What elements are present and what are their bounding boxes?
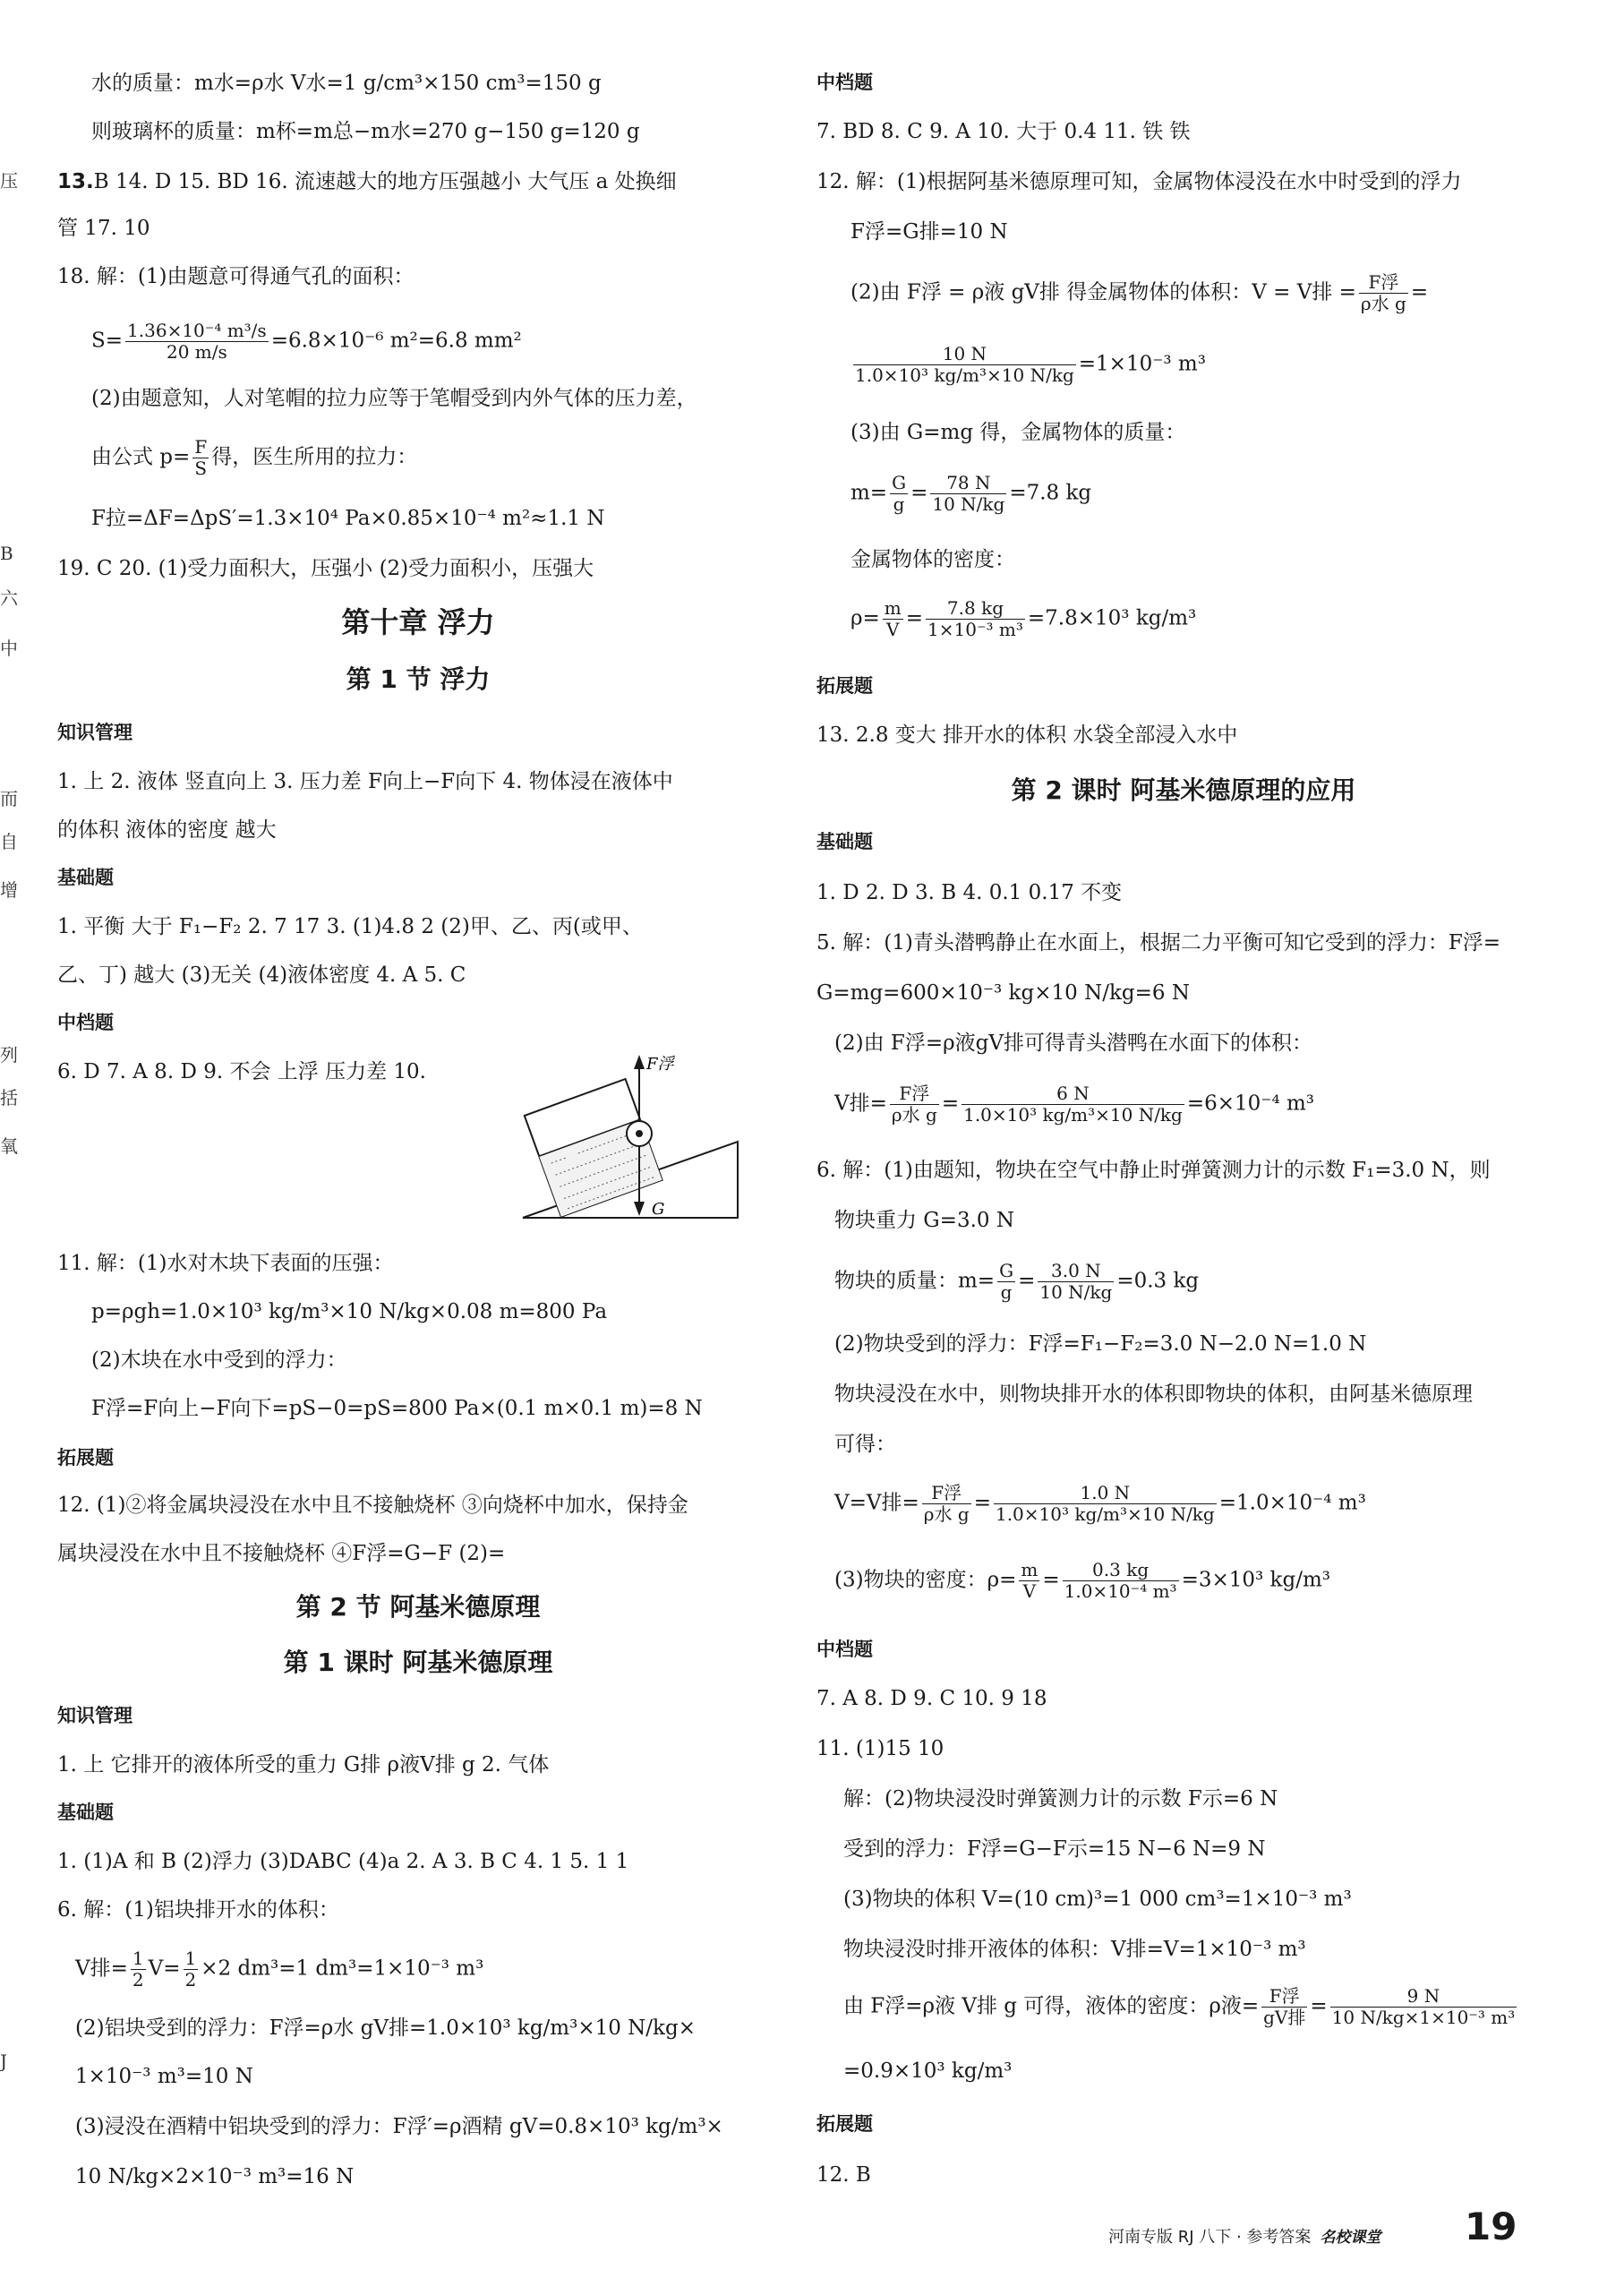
fraction: $\frac{10 N}{\text{1.0×10³ kg/m³×10 N/kg}}$	[855, 343, 1074, 386]
answer-line: 12. 解：(1)根据阿基米德原理可知，金属物体浸没在水中时受到的浮力	[816, 170, 1462, 193]
section-heading: 知识管理	[57, 722, 132, 743]
edge-char: 氧	[0, 1135, 18, 1157]
page-number: 19	[1465, 2205, 1517, 2248]
edge-char: 压	[0, 170, 18, 192]
edge-char: 六	[0, 587, 18, 609]
fraction: $\frac{3.0 N}{10 N/kg}$	[1039, 1260, 1113, 1303]
lesson-title: 第 2 课时 阿基米德原理的应用	[1011, 775, 1356, 805]
formula-line: (2)由 F浮 = ρ液 gV排 得金属物体的体积：V = V排 = $\frac{\text{F浮}}{\text{ρ水 g}}$ =	[850, 271, 1429, 314]
answer-line: 解：(2)物块浸没时弹簧测力计的示数 F示=6 N	[843, 1787, 1278, 1811]
answer-line: 1. 上 它排开的液体所受的重力 G排 ρ液V排 g 2. 气体	[57, 1753, 550, 1777]
formula-line: 物块的质量：m= $\frac{G}{g}$ = $\frac{3.0 N}{10 N/kg}$ =0.3 kg	[834, 1260, 1200, 1303]
buoyancy-force-diagram	[514, 1048, 747, 1236]
answer-line: 属块浸没在水中且不接触烧杯 ④F浮=G−F (2)=	[57, 1542, 506, 1565]
answer-line: 物块重力 G=3.0 N	[834, 1209, 1014, 1232]
answer-line: F拉=ΔF=ΔpS′=1.3×10⁴ Pa×0.85×10⁻⁴ m²≈1.1 N	[91, 507, 605, 530]
answer-line: 物块浸没在水中，则物块排开水的体积即物块的体积，由阿基米德原理	[834, 1383, 1473, 1406]
edge-char: 自	[0, 831, 18, 852]
fraction: $\frac{\text{F浮}}{\text{ρ水 g}}$	[1360, 271, 1406, 314]
answer-line: 1×10⁻³ m³=10 N	[75, 2065, 253, 2088]
section-heading: 基础题	[57, 1802, 114, 1823]
formula-line: $\frac{10 N}{\text{1.0×10³ kg/m³×10 N/kg}}$ =1×10⁻³ m³	[855, 343, 1206, 386]
answer-line: 13. 2.8 变大 排开水的体积 水袋全部浸入水中	[816, 723, 1238, 747]
section-heading: 基础题	[816, 831, 873, 852]
section-title: 第 2 节 阿基米德原理	[295, 1592, 541, 1622]
answer-line: 5. 解：(1)青头潜鸭静止在水面上，根据二力平衡可知它受到的浮力：F浮=	[816, 931, 1501, 955]
fraction: $\frac{0.3 kg}{\text{1.0×10⁻⁴ m³}}$	[1064, 1559, 1177, 1602]
answer-line: (2)由题意知，人对笔帽的拉力应等于笔帽受到内外气体的压力差，	[91, 387, 697, 410]
answer-line: 水的质量：m水=ρ水 V水=1 g/cm³×150 cm³=150 g	[91, 72, 602, 95]
answer-line: 1. 平衡 大于 F₁−F₂ 2. 7 17 3. (1)4.8 2 (2)甲、乙、丙(或甲、	[57, 915, 643, 938]
answer-line: 1. (1)A 和 B (2)浮力 (3)DABC (4)a 2. A 3. B C 4. 1 5. 1 1	[57, 1850, 629, 1873]
edge-char: 括	[0, 1087, 18, 1109]
fraction: $\frac{\text{F浮}}{\text{ρ水 g}}$	[923, 1482, 970, 1525]
formula-line: 由 F浮=ρ液 V排 g 可得，液体的密度：ρ液= $\frac{\text{F浮}}{\text{gV排}}$ = $\frac{9 N}{\text{10 N/kg×1×10⁻³ m³}}$	[843, 1985, 1516, 2028]
answer-line: =0.9×10³ kg/m³	[843, 2059, 1013, 2083]
answer-line: 6. 解：(1)铝块排开水的体积：	[57, 1898, 339, 1922]
answer-line: 1. 上 2. 液体 竖直向上 3. 压力差 F向上−F向下 4. 物体浸在液体中	[57, 770, 673, 793]
answer-line: 10 N/kg×2×10⁻³ m³=16 N	[75, 2165, 355, 2188]
edge-char: 中	[0, 638, 18, 659]
formula-line: 由公式 p= $\frac{F}{S}$ 得，医生所用的拉力：	[91, 436, 418, 479]
page-footer	[1108, 2224, 1380, 2247]
answer-line: 13.B 14. D 15. BD 16. 流速越大的地方压强越小 大气压 a 处换细	[57, 170, 677, 193]
answer-line: 11. (1)15 10	[816, 1737, 944, 1760]
fraction: $\frac{9 N}{\text{10 N/kg×1×10⁻³ m³}}$	[1331, 1985, 1516, 2028]
fraction: $\frac{7.8 kg}{\text{1×10⁻³ m³}}$	[927, 597, 1023, 640]
answer-line: 物块浸没时排开液体的体积：V排=V=1×10⁻³ m³	[843, 1938, 1306, 1961]
fraction: $\frac{1.0 N}{\text{1.0×10³ kg/m³×10 N/kg}}$	[995, 1482, 1215, 1525]
formula-line: (3)物块的密度：ρ= $\frac{m}{V}$ = $\frac{0.3 kg}{\text{1.0×10⁻⁴ m³}}$ =3×10³ kg/m³	[834, 1559, 1330, 1602]
section-heading: 拓展题	[57, 1447, 114, 1468]
formula-line: S= $\frac{\text{1.36×10⁻⁴ m³/s}}{20 m/s}$ =6.8×10⁻⁶ m²=6.8 mm²	[91, 320, 522, 363]
answer-line: 6. 解：(1)由题知，物块在空气中静止时弹簧测力计的示数 F₁=3.0 N，则	[816, 1159, 1491, 1182]
answer-line: 19. C 20. (1)受力面积大，压强小 (2)受力面积小，压强大	[57, 557, 594, 580]
answer-line: 则玻璃杯的质量：m杯=m总−m水=270 g−150 g=120 g	[91, 120, 640, 143]
fraction: $\frac{\text{1.36×10⁻⁴ m³/s}}{20 m/s}$	[127, 320, 267, 363]
gravity-label: G	[652, 1200, 665, 1219]
answer-line: (3)浸没在酒精中铝块受到的浮力：F浮′=ρ酒精 gV=0.8×10³ kg/m³×	[75, 2115, 723, 2138]
answer-line: (3)由 G=mg 得，金属物体的质量：	[850, 421, 1186, 444]
answer-line: (3)物块的体积 V=(10 cm)³=1 000 cm³=1×10⁻³ m³	[843, 1888, 1352, 1911]
answer-line: p=ρgh=1.0×10³ kg/m³×10 N/kg×0.08 m=800 Pa	[91, 1300, 608, 1323]
answer-line: 7. A 8. D 9. C 10. 9 18	[816, 1687, 1047, 1710]
answer-line: 金属物体的密度：	[850, 548, 1015, 571]
section-heading: 拓展题	[816, 675, 873, 697]
fraction: $\frac{G}{g}$	[892, 472, 907, 515]
formula-line: V=V排= $\frac{\text{F浮}}{\text{ρ水 g}}$ = $\frac{1.0 N}{\text{1.0×10³ kg/m³×10 N/kg}}$ =1.0×10⁻⁴ m³	[834, 1482, 1366, 1525]
fraction: $\frac{1}{2}$	[184, 1948, 197, 1991]
answer-line: G=mg=600×10⁻³ kg×10 N/kg=6 N	[816, 981, 1190, 1005]
section-heading: 中档题	[57, 1012, 114, 1033]
answer-line: (2)物块受到的浮力：F浮=F₁−F₂=3.0 N−2.0 N=1.0 N	[834, 1332, 1367, 1356]
edge-char: J	[0, 2051, 8, 2072]
edge-char: 增	[0, 879, 18, 901]
section-heading: 中档题	[816, 72, 873, 93]
answer-line: 12. (1)②将金属块浸没在水中且不接触烧杯 ③向烧杯中加水，保持金	[57, 1494, 688, 1517]
section-heading: 知识管理	[57, 1705, 132, 1726]
edge-char: 而	[0, 788, 18, 809]
section-heading: 拓展题	[816, 2113, 873, 2135]
formula-line: V排= $\frac{1}{2}$ V= $\frac{1}{2}$ ×2 dm³=1 dm³=1×10⁻³ m³	[75, 1948, 484, 1991]
fraction: $\frac{m}{V}$	[884, 597, 902, 640]
fraction: $\frac{\text{F浮}}{\text{gV排}}$	[1263, 1985, 1306, 2028]
formula-line: V排= $\frac{\text{F浮}}{\text{ρ水 g}}$ = $\frac{6 N}{\text{1.0×10³ kg/m³×10 N/kg}}$ =6×10⁻⁴ m³	[834, 1083, 1315, 1126]
fraction: $\frac{F}{S}$	[194, 436, 208, 479]
buoyant-force-label: F浮	[646, 1055, 674, 1074]
answer-line: 的体积 液体的密度 越大	[57, 818, 277, 842]
answer-line: (2)木块在水中受到的浮力：	[91, 1348, 347, 1372]
answer-line: F浮=F向上−F向下=pS−0=pS=800 Pa×(0.1 m×0.1 m)=8 N	[91, 1397, 703, 1420]
answer-line: (2)铝块受到的浮力：F浮=ρ水 gV排=1.0×10³ kg/m³×10 N/kg×	[75, 2016, 696, 2040]
answer-line: 乙、丁) 越大 (3)无关 (4)液体密度 4. A 5. C	[57, 963, 466, 987]
fraction: $\frac{1}{2}$	[132, 1948, 144, 1991]
answer-line: 6. D 7. A 8. D 9. 不会 上浮 压力差 10.	[57, 1060, 426, 1083]
lesson-title: 第 1 课时 阿基米德原理	[283, 1648, 553, 1677]
edge-char: 列	[0, 1044, 18, 1066]
fraction: $\frac{6 N}{\text{1.0×10³ kg/m³×10 N/kg}}$	[963, 1083, 1183, 1126]
publisher-logo: 名校课堂	[1320, 2229, 1381, 2247]
formula-line: ρ= $\frac{m}{V}$ = $\frac{7.8 kg}{\text{1×10⁻³ m³}}$ =7.8×10³ kg/m³	[850, 597, 1197, 640]
answer-line: 受到的浮力：F浮=G−F示=15 N−6 N=9 N	[843, 1837, 1266, 1861]
section-heading: 基础题	[57, 867, 114, 888]
answer-line: 18. 解：(1)由题意可得通气孔的面积：	[57, 265, 415, 288]
answer-line: 7. BD 8. C 9. A 10. 大于 0.4 11. 铁 铁	[816, 120, 1191, 143]
chapter-title: 第十章 浮力	[341, 605, 495, 639]
fraction: $\frac{\text{F浮}}{\text{ρ水 g}}$	[891, 1083, 937, 1126]
answer-line: 11. 解：(1)水对木块下表面的压强：	[57, 1252, 394, 1275]
fraction: $\frac{G}{g}$	[999, 1260, 1014, 1303]
answer-line: 管 17. 10	[57, 217, 150, 240]
answer-line: 1. D 2. D 3. B 4. 0.1 0.17 不变	[816, 881, 1123, 904]
answer-line: (2)由 F浮=ρ液gV排可得青头潜鸭在水面下的体积：	[834, 1032, 1312, 1055]
answer-line: F浮=G排=10 N	[850, 220, 1008, 244]
edge-char: B	[0, 543, 13, 564]
answer-line: 可得：	[834, 1433, 896, 1456]
footer-text: 河南专版 RJ 八下 · 参考答案	[1108, 2228, 1312, 2247]
fraction: $\frac{78 N}{10 N/kg}$	[932, 472, 1005, 515]
section-heading: 中档题	[816, 1639, 873, 1660]
section-title: 第 1 节 浮力	[346, 664, 491, 694]
fraction: $\frac{m}{V}$	[1021, 1559, 1039, 1602]
answer-line: 12. B	[816, 2163, 871, 2187]
formula-line: m= $\frac{G}{g}$ = $\frac{78 N}{10 N/kg}$ =7.8 kg	[850, 472, 1092, 515]
